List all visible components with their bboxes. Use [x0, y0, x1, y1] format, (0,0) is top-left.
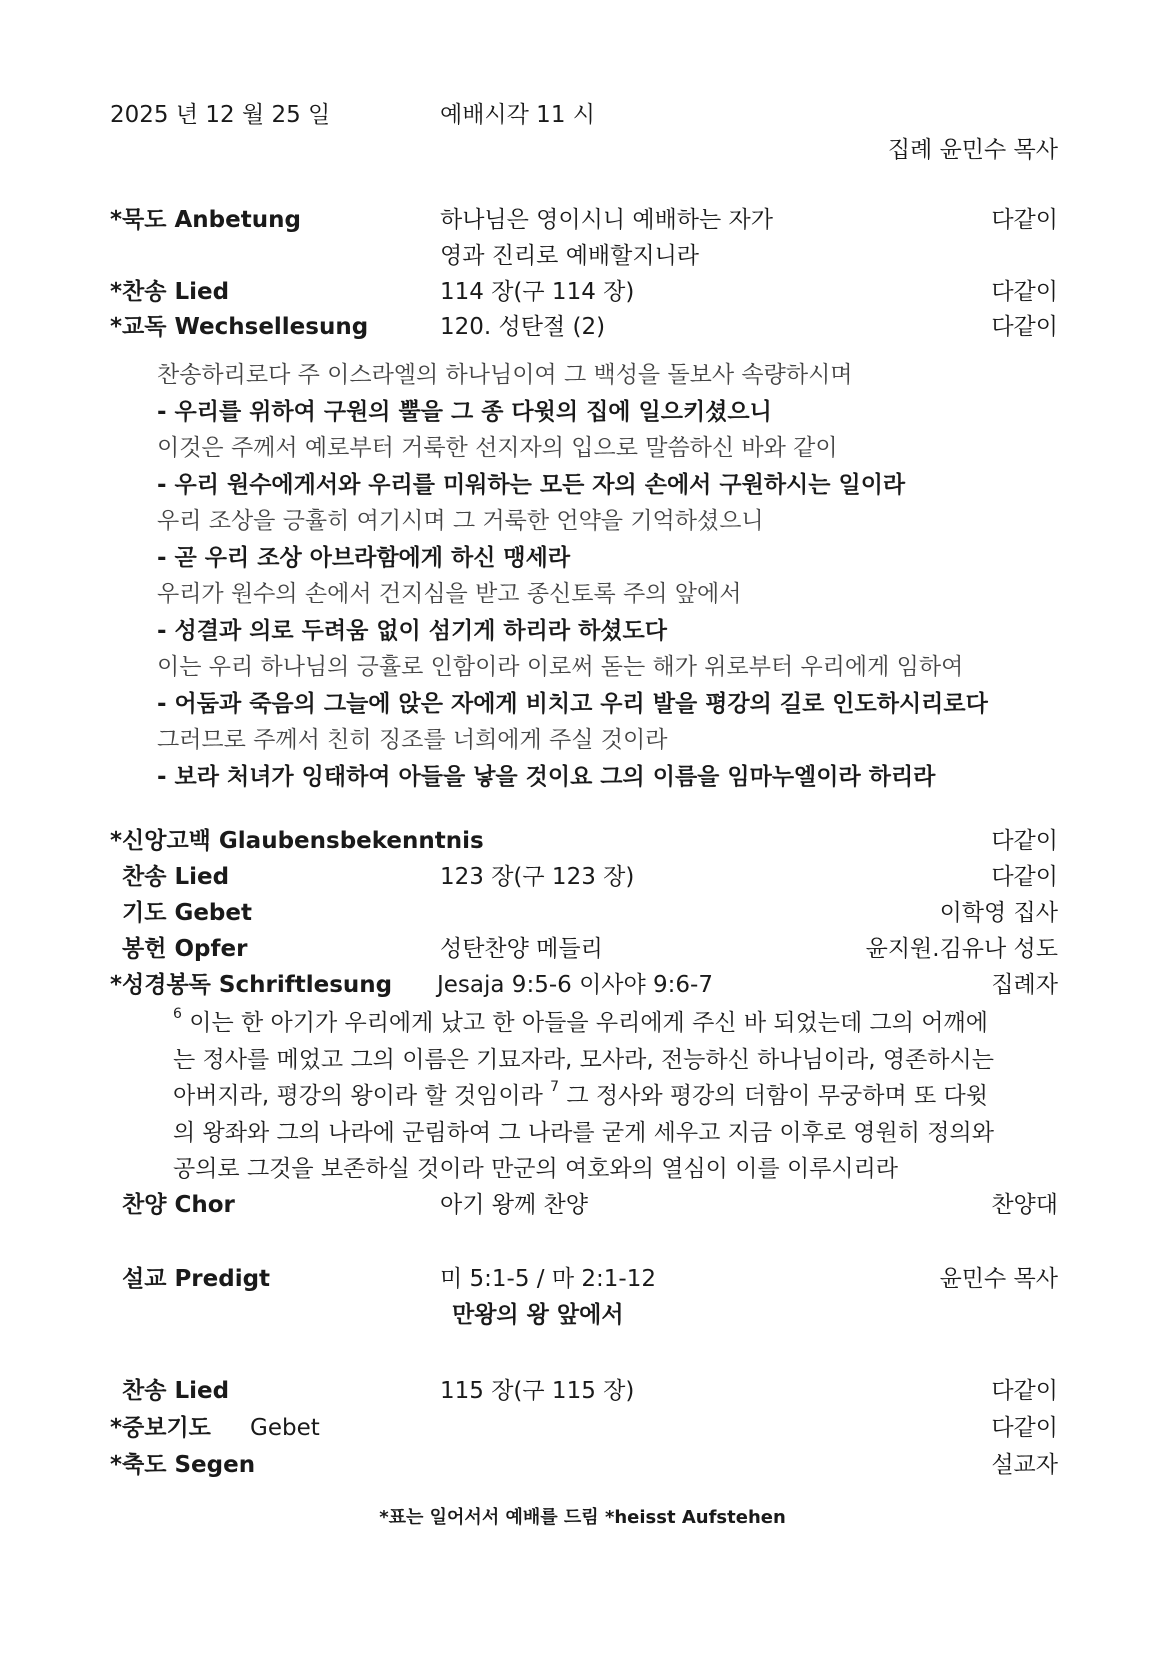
- scripture-line: $^6$ 이는 한 아기가 우리에게 났고 한 아들을 우리에게 주신 바 되었는데 그의 어깨에: [173, 1006, 988, 1036]
- sermon-label: 설교 Predigt: [122, 1266, 271, 1292]
- hymn2-text: 123 장(구 123 장): [440, 864, 635, 890]
- choir-text: 아기 왕께 찬양: [440, 1192, 588, 1218]
- officiant: 집례 윤민수 목사: [887, 137, 1058, 163]
- reading-leader-line: 이는 우리 하나님의 긍휼로 인함이라 이로써 돋는 해가 위로부터 우리에게 임하여: [157, 654, 964, 680]
- gyodok-who: 다같이: [991, 314, 1058, 340]
- reading-response-line: - 우리를 위하여 구원의 뿔을 그 종 다윗의 집에 일으키셨으니: [157, 398, 772, 425]
- reading-who: 집례자: [991, 972, 1058, 998]
- creed-who: 다같이: [991, 828, 1058, 854]
- hymn1-who: 다같이: [991, 279, 1058, 305]
- mukdo-line2: 영과 진리로 예배할지니라: [440, 243, 700, 269]
- reading-leader-line: 우리 조상을 긍휼히 여기시며 그 거룩한 언약을 기억하셨으니: [157, 508, 764, 534]
- offering-label: 봉헌 Opfer: [122, 936, 248, 962]
- intercession-label: *중보기도: [110, 1415, 211, 1441]
- scripture-line: 의 왕좌와 그의 나라에 군림하여 그 나라를 굳게 세우고 지금 이후로 영원히 정의와: [173, 1119, 994, 1146]
- mukdo-who: 다같이: [991, 207, 1058, 233]
- gyodok-label: *교독 Wechsellesung: [110, 314, 369, 340]
- hymn3-label: 찬송 Lied: [122, 1378, 230, 1404]
- service-time: 예배시각 11 시: [440, 102, 595, 128]
- sermon-who: 윤민수 목사: [939, 1266, 1058, 1292]
- benediction-who: 설교자: [991, 1452, 1058, 1478]
- prayer-label: 기도 Gebet: [122, 900, 252, 926]
- scripture-text: [173, 1005, 1063, 1188]
- intercession-who: 다같이: [991, 1415, 1058, 1441]
- reading-response-line: - 곧 우리 조상 아브라함에게 하신 맹세라: [157, 544, 571, 571]
- reading-label: *성경봉독 Schriftlesung: [110, 972, 393, 998]
- gyodok-text: 120. 성탄절 (2): [440, 314, 606, 340]
- offering-text: 성탄찬양 메들리: [440, 936, 603, 962]
- reading-text: Jesaja 9:5-6 이사야 9:6-7: [437, 972, 713, 998]
- benediction-label: *축도 Segen: [110, 1452, 256, 1478]
- sermon-title: 만왕의 왕 앞에서: [452, 1302, 624, 1328]
- prayer-who: 이학영 집사: [939, 900, 1058, 926]
- scripture-line: 는 정사를 메었고 그의 이름은 기묘자라, 모사라, 전능하신 하나님이라, 영존하시는: [173, 1046, 994, 1073]
- offering-who: 윤지원.김유나 성도: [865, 936, 1058, 962]
- reading-leader-line: 이것은 주께서 예로부터 거룩한 선지자의 입으로 말씀하신 바와 같이: [157, 435, 838, 461]
- choir-who: 찬양대: [991, 1192, 1058, 1218]
- hymn1-text: 114 장(구 114 장): [440, 279, 635, 305]
- verse-number: 7: [550, 1079, 560, 1095]
- mukdo-line1: 하나님은 영이시니 예배하는 자가: [440, 207, 773, 233]
- hymn2-label: 찬송 Lied: [122, 864, 230, 890]
- reading-response-line: - 보라 처녀가 잉태하여 아들을 낳을 것이요 그의 이름을 임마누엘이라 하리라: [157, 763, 936, 790]
- reading-leader-line: 우리가 원수의 손에서 건지심을 받고 종신토록 주의 앞에서: [157, 581, 742, 607]
- scripture-line: 아버지라, 평강의 왕이라 할 것임이라 $^7$ 그 정사와 평강의 더함이 무궁하며 또 다윗: [173, 1079, 988, 1109]
- hymn3-text: 115 장(구 115 장): [440, 1378, 635, 1404]
- reading-response-line: - 어둠과 죽음의 그늘에 앉은 자에게 비치고 우리 발을 평강의 길로 인도하시리로다: [157, 690, 988, 717]
- reading-response-line: - 우리 원수에게서와 우리를 미워하는 모든 자의 손에서 구원하시는 일이라: [157, 471, 906, 498]
- verse-number: 6: [173, 1006, 182, 1022]
- responsive-reading: [157, 357, 988, 795]
- standing-footnote: *표는 일어서서 예배를 드림 *heisst Aufstehen: [379, 1507, 786, 1528]
- hymn1-label: *찬송 Lied: [110, 279, 230, 305]
- sermon-text: 미 5:1-5 / 마 2:1-12: [440, 1266, 656, 1292]
- hymn3-who: 다같이: [991, 1378, 1058, 1404]
- hymn2-who: 다같이: [991, 864, 1058, 890]
- service-date: 2025 년 12 월 25 일: [110, 102, 331, 128]
- creed-label: *신앙고백 Glaubensbekenntnis: [110, 828, 484, 854]
- choir-label: 찬양 Chor: [122, 1192, 235, 1218]
- scripture-line: 공의로 그것을 보존하실 것이라 만군의 여호와의 열심이 이를 이루시리라: [173, 1156, 899, 1182]
- mukdo-label: *묵도 Anbetung: [110, 207, 301, 233]
- reading-response-line: - 성결과 의로 두려움 없이 섬기게 하리라 하셨도다: [157, 617, 667, 644]
- reading-leader-line: 그러므로 주께서 친히 징조를 너희에게 주실 것이라: [157, 727, 668, 753]
- intercession-label2: Gebet: [250, 1415, 320, 1441]
- reading-leader-line: 찬송하리로다 주 이스라엘의 하나님이여 그 백성을 돌보사 속량하시며: [157, 362, 853, 388]
